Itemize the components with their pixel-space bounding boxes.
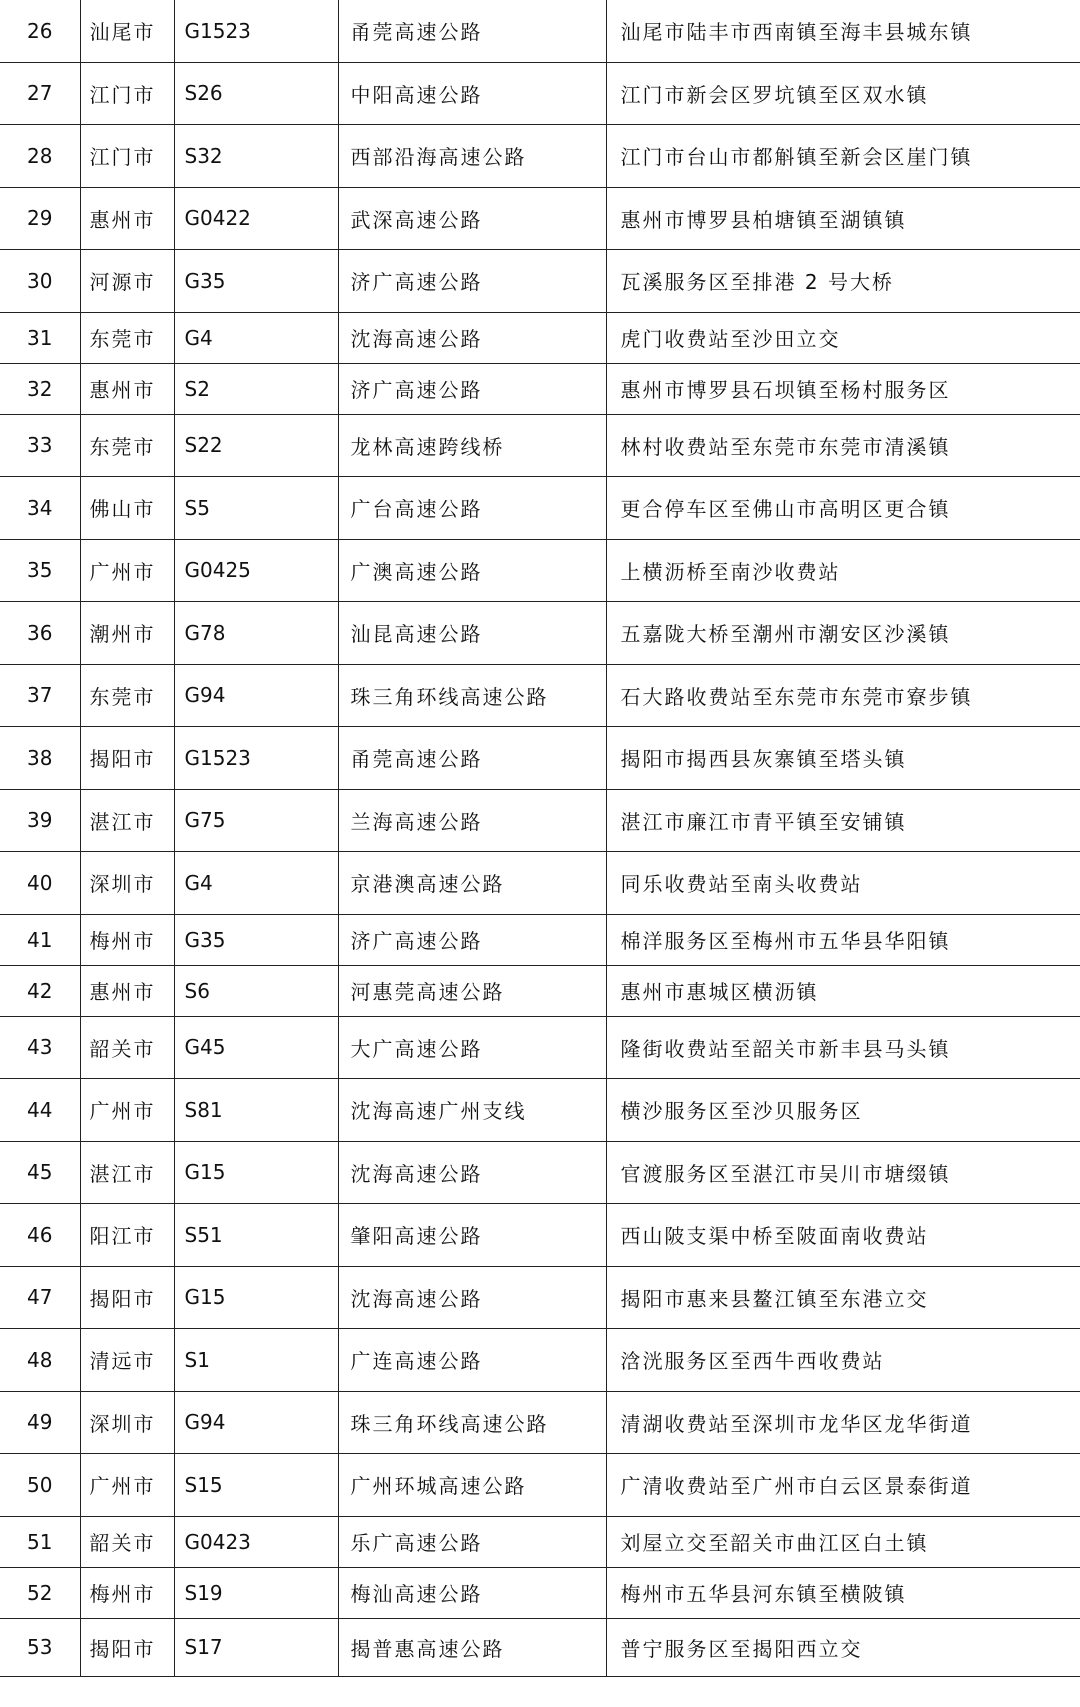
row-number: 36 [0,602,80,665]
row-number: 30 [0,250,80,313]
highway-name-cell: 河惠莞高速公路 [338,965,606,1016]
section-cell: 同乐收费站至南头收费站 [606,852,1080,915]
highway-name-cell: 乐广高速公路 [338,1516,606,1567]
row-number: 31 [0,312,80,363]
row-number: 46 [0,1204,80,1267]
row-number: 37 [0,664,80,727]
route-code-cell: G75 [174,789,338,852]
highway-name-cell: 沈海高速公路 [338,312,606,363]
city-cell: 惠州市 [80,187,174,250]
section-cell: 瓦溪服务区至排港 2 号大桥 [606,250,1080,313]
table-row [0,1391,1080,1454]
table-row [0,1567,1080,1618]
route-code-cell: S6 [174,965,338,1016]
city-cell: 梅州市 [80,914,174,965]
table-row [0,250,1080,313]
section-cell: 浛洸服务区至西牛西收费站 [606,1329,1080,1392]
highway-name-cell: 西部沿海高速公路 [338,125,606,188]
row-number: 44 [0,1079,80,1142]
highway-name-cell: 珠三角环线高速公路 [338,1391,606,1454]
city-cell: 深圳市 [80,1391,174,1454]
table-row [0,1329,1080,1392]
row-number: 29 [0,187,80,250]
row-number: 53 [0,1618,80,1676]
route-code-cell: S2 [174,363,338,414]
section-cell: 广清收费站至广州市白云区景泰街道 [606,1454,1080,1517]
row-number: 45 [0,1141,80,1204]
section-cell: 刘屋立交至韶关市曲江区白土镇 [606,1516,1080,1567]
route-code-cell: G4 [174,312,338,363]
city-cell: 湛江市 [80,1141,174,1204]
table-row [0,852,1080,915]
highway-name-cell: 汕昆高速公路 [338,602,606,665]
table-row [0,914,1080,965]
section-cell: 汕尾市陆丰市西南镇至海丰县城东镇 [606,0,1080,62]
table-row [0,187,1080,250]
table-row [0,363,1080,414]
highway-name-cell: 广州环城高速公路 [338,1454,606,1517]
highway-name-cell: 广连高速公路 [338,1329,606,1392]
highway-name-cell: 沈海高速广州支线 [338,1079,606,1142]
route-code-cell: G35 [174,250,338,313]
row-number: 47 [0,1266,80,1329]
table-row [0,539,1080,602]
section-cell: 虎门收费站至沙田立交 [606,312,1080,363]
table-row [0,1454,1080,1517]
table-row [0,1079,1080,1142]
table-row [0,602,1080,665]
section-cell: 揭阳市惠来县鳌江镇至东港立交 [606,1266,1080,1329]
route-code-cell: S26 [174,62,338,125]
route-code-cell: S15 [174,1454,338,1517]
highway-name-cell: 揭普惠高速公路 [338,1618,606,1676]
table-row [0,1266,1080,1329]
highway-name-cell: 济广高速公路 [338,363,606,414]
table-row [0,477,1080,540]
row-number: 42 [0,965,80,1016]
section-cell: 惠州市博罗县柏塘镇至湖镇镇 [606,187,1080,250]
city-cell: 清远市 [80,1329,174,1392]
city-cell: 东莞市 [80,664,174,727]
city-cell: 潮州市 [80,602,174,665]
highway-name-cell: 珠三角环线高速公路 [338,664,606,727]
section-cell: 江门市台山市都斛镇至新会区崖门镇 [606,125,1080,188]
section-cell: 棉洋服务区至梅州市五华县华阳镇 [606,914,1080,965]
route-code-cell: G94 [174,1391,338,1454]
route-code-cell: G15 [174,1141,338,1204]
row-number: 40 [0,852,80,915]
city-cell: 广州市 [80,539,174,602]
route-code-cell: S22 [174,414,338,477]
city-cell: 广州市 [80,1079,174,1142]
section-cell: 揭阳市揭西县灰寨镇至塔头镇 [606,727,1080,790]
highway-name-cell: 中阳高速公路 [338,62,606,125]
highway-name-cell: 广澳高速公路 [338,539,606,602]
route-code-cell: G78 [174,602,338,665]
highway-name-cell: 兰海高速公路 [338,789,606,852]
route-code-cell: S1 [174,1329,338,1392]
city-cell: 深圳市 [80,852,174,915]
section-cell: 普宁服务区至揭阳西立交 [606,1618,1080,1676]
city-cell: 惠州市 [80,965,174,1016]
highway-name-cell: 龙林高速跨线桥 [338,414,606,477]
highway-name-cell: 甬莞高速公路 [338,727,606,790]
city-cell: 韶关市 [80,1516,174,1567]
row-number: 38 [0,727,80,790]
table-row [0,965,1080,1016]
city-cell: 佛山市 [80,477,174,540]
section-cell: 五嘉陇大桥至潮州市潮安区沙溪镇 [606,602,1080,665]
city-cell: 韶关市 [80,1016,174,1079]
route-code-cell: G1523 [174,0,338,62]
city-cell: 广州市 [80,1454,174,1517]
table-row [0,312,1080,363]
section-cell: 惠州市博罗县石坝镇至杨村服务区 [606,363,1080,414]
section-cell: 湛江市廉江市青平镇至安铺镇 [606,789,1080,852]
row-number: 48 [0,1329,80,1392]
highway-name-cell: 济广高速公路 [338,914,606,965]
section-cell: 江门市新会区罗坑镇至区双水镇 [606,62,1080,125]
table-row [0,1141,1080,1204]
row-number: 35 [0,539,80,602]
row-number: 34 [0,477,80,540]
section-cell: 惠州市惠城区横沥镇 [606,965,1080,1016]
route-code-cell: S17 [174,1618,338,1676]
city-cell: 江门市 [80,125,174,188]
section-cell: 西山陂支渠中桥至陂面南收费站 [606,1204,1080,1267]
route-code-cell: S81 [174,1079,338,1142]
route-code-cell: G35 [174,914,338,965]
table-row [0,1516,1080,1567]
section-cell: 清湖收费站至深圳市龙华区龙华街道 [606,1391,1080,1454]
row-number: 49 [0,1391,80,1454]
city-cell: 东莞市 [80,312,174,363]
city-cell: 梅州市 [80,1567,174,1618]
city-cell: 揭阳市 [80,727,174,790]
route-code-cell: G45 [174,1016,338,1079]
table-row [0,727,1080,790]
row-number: 51 [0,1516,80,1567]
row-number: 27 [0,62,80,125]
section-cell: 更合停车区至佛山市高明区更合镇 [606,477,1080,540]
city-cell: 阳江市 [80,1204,174,1267]
highway-name-cell: 大广高速公路 [338,1016,606,1079]
route-code-cell: G1523 [174,727,338,790]
table-row [0,1016,1080,1079]
table-row [0,789,1080,852]
route-code-cell: G4 [174,852,338,915]
row-number: 33 [0,414,80,477]
row-number: 52 [0,1567,80,1618]
section-cell: 横沙服务区至沙贝服务区 [606,1079,1080,1142]
highway-name-cell: 沈海高速公路 [338,1266,606,1329]
route-code-cell: S51 [174,1204,338,1267]
route-code-cell: G0422 [174,187,338,250]
highway-name-cell: 沈海高速公路 [338,1141,606,1204]
section-cell: 上横沥桥至南沙收费站 [606,539,1080,602]
route-code-cell: S32 [174,125,338,188]
section-cell: 隆街收费站至韶关市新丰县马头镇 [606,1016,1080,1079]
route-code-cell: G94 [174,664,338,727]
highway-name-cell: 广台高速公路 [338,477,606,540]
row-number: 50 [0,1454,80,1517]
highway-name-cell: 济广高速公路 [338,250,606,313]
row-number: 28 [0,125,80,188]
route-code-cell: G0423 [174,1516,338,1567]
city-cell: 汕尾市 [80,0,174,62]
row-number: 39 [0,789,80,852]
highway-name-cell: 京港澳高速公路 [338,852,606,915]
section-cell: 梅州市五华县河东镇至横陂镇 [606,1567,1080,1618]
city-cell: 江门市 [80,62,174,125]
city-cell: 湛江市 [80,789,174,852]
section-cell: 林村收费站至东莞市东莞市清溪镇 [606,414,1080,477]
route-code-cell: S19 [174,1567,338,1618]
highway-name-cell: 武深高速公路 [338,187,606,250]
city-cell: 东莞市 [80,414,174,477]
table-row [0,62,1080,125]
row-number: 26 [0,0,80,62]
highway-name-cell: 肇阳高速公路 [338,1204,606,1267]
highway-name-cell: 梅汕高速公路 [338,1567,606,1618]
table-row [0,414,1080,477]
table-row [0,664,1080,727]
row-number: 43 [0,1016,80,1079]
section-cell: 官渡服务区至湛江市吴川市塘缀镇 [606,1141,1080,1204]
route-code-cell: G15 [174,1266,338,1329]
route-code-cell: S5 [174,477,338,540]
highway-name-cell: 甬莞高速公路 [338,0,606,62]
row-number: 32 [0,363,80,414]
city-cell: 揭阳市 [80,1618,174,1676]
table-row [0,1618,1080,1676]
table-row [0,125,1080,188]
city-cell: 河源市 [80,250,174,313]
section-cell: 石大路收费站至东莞市东莞市寮步镇 [606,664,1080,727]
city-cell: 揭阳市 [80,1266,174,1329]
row-number: 41 [0,914,80,965]
table-row [0,1204,1080,1267]
table-row [0,0,1080,62]
city-cell: 惠州市 [80,363,174,414]
route-code-cell: G0425 [174,539,338,602]
